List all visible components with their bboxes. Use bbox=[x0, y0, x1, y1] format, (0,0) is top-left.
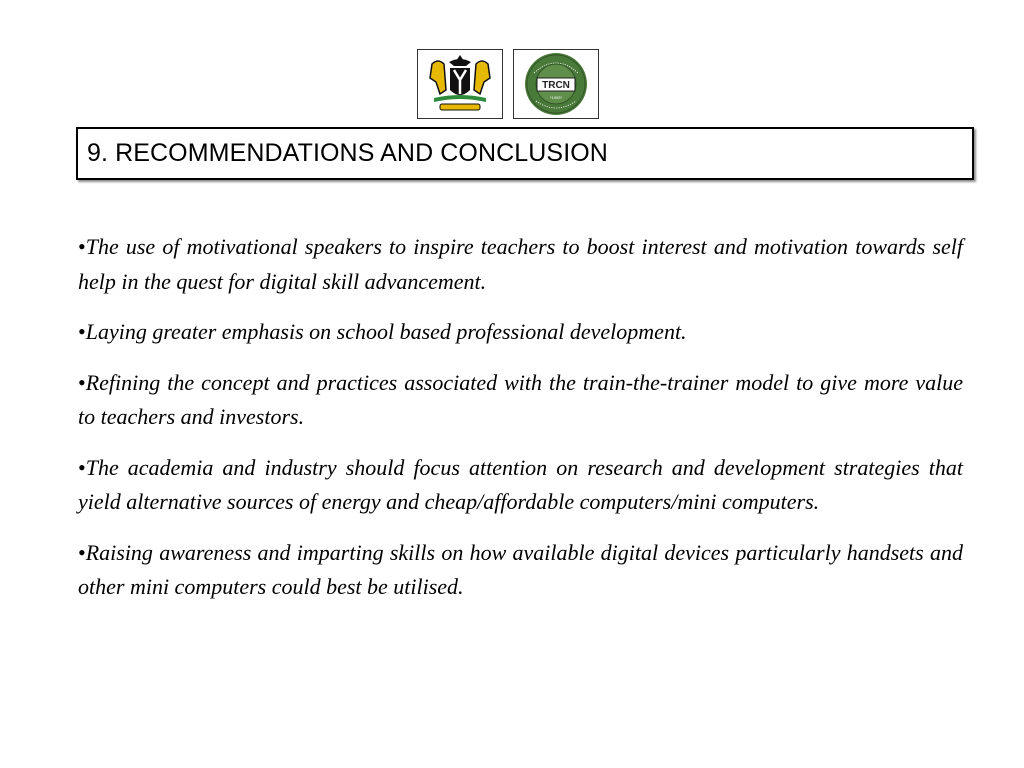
logo-group bbox=[417, 49, 599, 119]
list-item bbox=[78, 315, 963, 350]
bullet-marker: • bbox=[78, 539, 86, 565]
nigeria-coat-of-arms-icon bbox=[420, 52, 500, 116]
bullet-text: Refining the concept and practices associated with the train-the-trainer model to give more value to teachers and investors. bbox=[78, 369, 963, 429]
bullet-marker: • bbox=[78, 319, 86, 344]
svg-text:TRCN: TRCN bbox=[542, 80, 570, 91]
bullet-marker: • bbox=[78, 234, 86, 259]
list-item bbox=[78, 366, 963, 435]
bullet-text: Laying greater emphasis on school based professional development. bbox=[85, 319, 687, 344]
recommendations-list bbox=[78, 230, 963, 621]
svg-text:*1993*: *1993* bbox=[549, 95, 563, 100]
list-item bbox=[78, 536, 963, 605]
coat-of-arms-logo bbox=[417, 49, 503, 119]
trcn-logo bbox=[513, 49, 599, 119]
bullet-marker: • bbox=[78, 369, 86, 395]
slide-title: 9. RECOMMENDATIONS AND CONCLUSION bbox=[87, 139, 608, 167]
bullet-text: The use of motivational speakers to inspire teachers to boost interest and motivation towards self help in the quest for digital skill advancement. bbox=[78, 234, 963, 294]
slide-title-box bbox=[76, 127, 974, 180]
list-item bbox=[78, 230, 963, 299]
bullet-marker: • bbox=[78, 454, 86, 480]
trcn-seal-icon bbox=[516, 51, 596, 117]
bullet-text: Raising awareness and imparting skills on how available digital devices particularly handsets and other mini computers could best be utilised. bbox=[78, 539, 963, 599]
list-item bbox=[78, 451, 963, 520]
bullet-text: The academia and industry should focus attention on research and development strategies that yield alternative sources of energy and cheap/affordable computers/mini computers. bbox=[78, 454, 963, 514]
